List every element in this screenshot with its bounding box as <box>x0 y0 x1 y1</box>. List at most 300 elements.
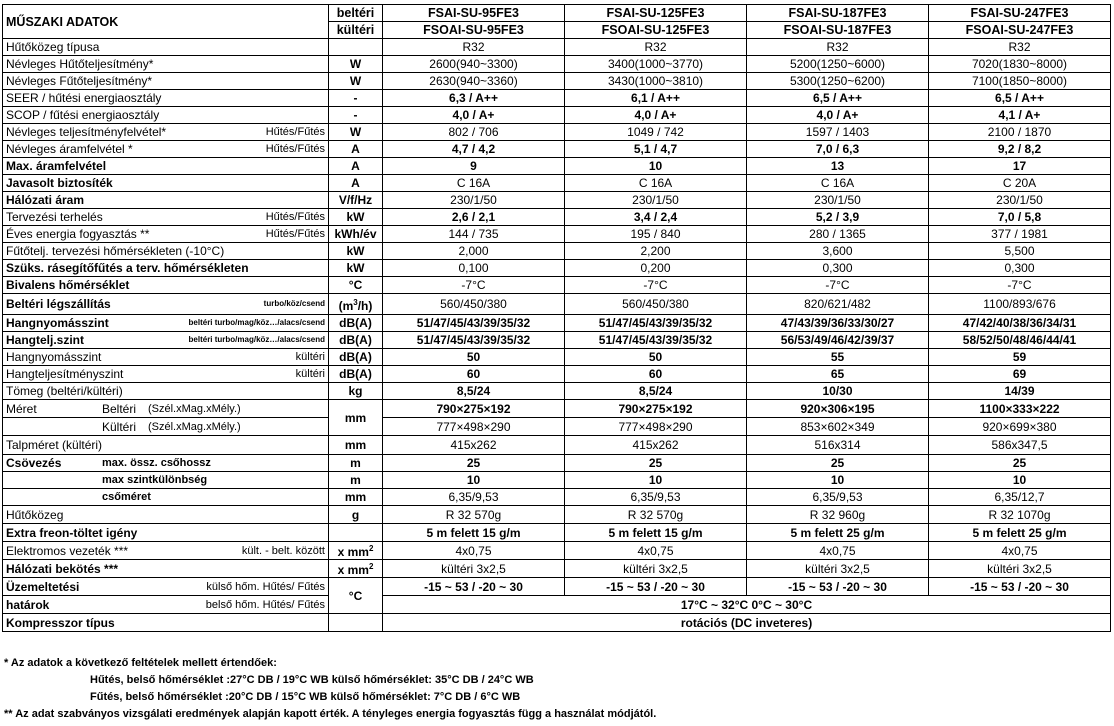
value-cell: R32 <box>929 39 1111 56</box>
footnote-energy-note: ** Az adat szabványos vizsgálati eredmények alapján kapott érték. A tényleges energia fogyasztás függ a használat módjától. <box>4 708 657 720</box>
value-cell: 6,35/9,53 <box>383 489 565 506</box>
value-cell: 5,500 <box>929 243 1111 260</box>
dimension-main-label: Méret <box>6 401 37 416</box>
dimension-indoor-sub: Beltéri <box>102 401 137 416</box>
row-label-wrap <box>6 210 325 224</box>
row-design-load <box>3 209 1111 226</box>
operating-indoor-sub: belső hőm. Hűtés/ Fűtés <box>205 598 325 611</box>
piping-main-label <box>6 473 102 487</box>
value-cell: 586x347,5 <box>929 436 1111 455</box>
value-cell: 51/47/45/43/39/35/32 <box>565 315 747 332</box>
row-sublabel: beltéri turbo/mag/köz…/alacs/csend <box>188 318 325 327</box>
unit-superscript: 2 <box>368 544 374 553</box>
value-cell: R32 <box>565 39 747 56</box>
row-label-text: Beltéri légszállítás <box>6 297 111 311</box>
value-cell: 4,7 / 4,2 <box>383 141 565 158</box>
value-cell: 820/621/482 <box>747 294 929 315</box>
footnotes <box>4 655 656 723</box>
row-label: Hálózati bekötés *** <box>3 560 329 578</box>
value-cell: 5300(1250~6200) <box>747 73 929 90</box>
row-operating-indoor <box>3 596 1111 614</box>
unit-cell: - <box>329 90 383 107</box>
row-label-text: Éves energia fogyasztás ** <box>6 227 150 241</box>
row-label-text: Névleges áramfelvétel * <box>6 142 133 156</box>
operating-indoor-label <box>6 598 325 612</box>
row-heating-capacity <box>3 73 1111 90</box>
unit-cell: - <box>329 107 383 124</box>
unit-text: x mm <box>337 563 369 577</box>
unit-cell: V/f/Hz <box>329 192 383 209</box>
row-label: Hűtőközeg típusa <box>3 39 329 56</box>
row-base-dimensions <box>3 436 1111 455</box>
row-heating-design-temp <box>3 243 1111 260</box>
value-cell: 6,5 / A++ <box>929 90 1111 107</box>
outdoor-label: kültéri <box>329 22 383 39</box>
row-max-current <box>3 158 1111 175</box>
row-outdoor-power-level <box>3 366 1111 383</box>
dimension-indoor-label <box>6 402 325 416</box>
operating-label-1: Üzemeltetési <box>6 579 80 594</box>
row-label: Szüks. rásegítőfűtés a terv. hőmérsékleten <box>3 260 329 277</box>
value-cell: 4x0,75 <box>747 542 929 560</box>
value-cell: 51/47/45/43/39/35/32 <box>565 332 747 349</box>
value-cell: R32 <box>383 39 565 56</box>
value-cell: -7°C <box>383 277 565 294</box>
row-label <box>3 400 329 418</box>
value-cell: 25 <box>929 455 1111 472</box>
value-cell: 56/53/49/46/42/39/37 <box>747 332 929 349</box>
operating-label-2: határok <box>6 597 50 612</box>
operating-outdoor-sub: külső hőm. Hűtés/ Fűtés <box>206 580 325 593</box>
value-cell: kültéri 3x2,5 <box>383 560 565 578</box>
value-cell: 1100/893/676 <box>929 294 1111 315</box>
value-cell: 7,0 / 6,3 <box>747 141 929 158</box>
unit-cell: m <box>329 455 383 472</box>
value-cell: 5 m felett 25 g/m <box>929 524 1111 542</box>
unit-cell <box>329 542 383 560</box>
row-label: Max. áramfelvétel <box>3 158 329 175</box>
table-title: MŰSZAKI ADATOK <box>3 5 329 39</box>
value-cell: 50 <box>565 349 747 366</box>
value-cell: 60 <box>565 366 747 383</box>
value-cell: 4,0 / A+ <box>747 107 929 124</box>
value-cell: 65 <box>747 366 929 383</box>
footnote-heating-conditions: Fűtés, belső hőmérséklet :20°C DB / 15°C WB külső hőmérséklet: 7°C DB / 6°C WB <box>90 691 521 703</box>
row-label <box>3 489 329 506</box>
value-cell: 144 / 735 <box>383 226 565 243</box>
row-label-wrap <box>6 227 325 241</box>
row-label-text: Hangteljesítményszint <box>6 367 124 381</box>
value-cell: R32 <box>747 39 929 56</box>
row-indoor-power-level <box>3 332 1111 349</box>
value-cell: 4,0 / A+ <box>383 107 565 124</box>
value-cell: C 16A <box>565 175 747 192</box>
value-cell: 14/39 <box>929 383 1111 400</box>
row-label <box>3 226 329 243</box>
unit-cell: kW <box>329 243 383 260</box>
value-cell: 853×602×349 <box>747 418 929 436</box>
unit-cell: W <box>329 73 383 90</box>
value-cell: 2100 / 1870 <box>929 124 1111 141</box>
row-power-input <box>3 124 1111 141</box>
row-label-wrap <box>6 142 325 156</box>
row-piping-max-height <box>3 472 1111 489</box>
value-cell: 0,300 <box>747 260 929 277</box>
value-cell: C 16A <box>383 175 565 192</box>
row-label <box>3 332 329 349</box>
value-cell: R 32 960g <box>747 506 929 524</box>
value-cell: 6,35/9,53 <box>565 489 747 506</box>
unit-cell <box>329 560 383 578</box>
unit-cell: dB(A) <box>329 366 383 383</box>
unit-text: x mm <box>337 545 369 559</box>
value-cell: 280 / 1365 <box>747 226 929 243</box>
outdoor-model: FSOAI-SU-125FE3 <box>565 22 747 39</box>
value-cell: 25 <box>383 455 565 472</box>
row-label <box>3 472 329 489</box>
unit-cell: mm <box>329 489 383 506</box>
unit-text: (m <box>338 298 354 313</box>
row-sublabel: beltéri turbo/mag/köz…/alacs/csend <box>188 335 325 344</box>
row-label-text: Tervezési terhelés <box>6 210 103 224</box>
row-label: Talpméret (kültéri) <box>3 436 329 455</box>
row-current-input <box>3 141 1111 158</box>
row-label-text: Elektromos vezeték *** <box>6 543 129 558</box>
value-cell: 10 <box>565 158 747 175</box>
indoor-model: FSAI-SU-247FE3 <box>929 5 1111 22</box>
unit-cell: dB(A) <box>329 315 383 332</box>
value-cell: 790×275×192 <box>565 400 747 418</box>
value-cell: 6,5 / A++ <box>747 90 929 107</box>
row-scop <box>3 107 1111 124</box>
value-cell: 58/52/50/48/46/44/41 <box>929 332 1111 349</box>
row-label-wrap <box>6 367 325 381</box>
unit-cell: °C <box>329 578 383 614</box>
value-cell: kültéri 3x2,5 <box>565 560 747 578</box>
value-cell: 17 <box>929 158 1111 175</box>
value-cell: 3,4 / 2,4 <box>565 209 747 226</box>
unit-cell: kWh/év <box>329 226 383 243</box>
row-sublabel: kültéri <box>295 351 325 363</box>
value-cell: 5 m felett 15 g/m <box>383 524 565 542</box>
piping-label-wrap <box>6 473 325 487</box>
row-cooling-capacity <box>3 56 1111 73</box>
value-cell: 2630(940~3360) <box>383 73 565 90</box>
value-cell: 0,200 <box>565 260 747 277</box>
row-label: Fűtőtelj. tervezési hőmérsékleten (-10°C) <box>3 243 329 260</box>
row-label: Javasolt biztosíték <box>3 175 329 192</box>
value-cell: 0,100 <box>383 260 565 277</box>
row-label <box>3 141 329 158</box>
value-cell: 5 m felett 25 g/m <box>747 524 929 542</box>
header-row-indoor <box>3 5 1111 22</box>
row-annual-energy <box>3 226 1111 243</box>
unit-cell <box>329 524 383 542</box>
outdoor-model: FSOAI-SU-95FE3 <box>383 22 565 39</box>
value-cell: 5,1 / 4,7 <box>565 141 747 158</box>
row-label: Bivalens hőmérséklet <box>3 277 329 294</box>
value-cell: 17°C ~ 32°C 0°C ~ 30°C <box>383 596 1111 614</box>
unit-cell: A <box>329 158 383 175</box>
dimension-outdoor-sub: Kültéri <box>102 419 137 434</box>
value-cell: R 32 570g <box>565 506 747 524</box>
outdoor-model: FSOAI-SU-187FE3 <box>747 22 929 39</box>
value-cell: 1597 / 1403 <box>747 124 929 141</box>
value-cell: 230/1/50 <box>383 192 565 209</box>
value-cell: 5 m felett 15 g/m <box>565 524 747 542</box>
value-cell: 51/47/45/43/39/35/32 <box>383 315 565 332</box>
outdoor-model: FSOAI-SU-247FE3 <box>929 22 1111 39</box>
operating-outdoor-label <box>6 580 325 594</box>
row-mains-connection <box>3 560 1111 578</box>
indoor-model: FSAI-SU-95FE3 <box>383 5 565 22</box>
value-cell: 2,200 <box>565 243 747 260</box>
row-label <box>3 315 329 332</box>
value-cell: 8,5/24 <box>383 383 565 400</box>
value-cell: 1100×333×222 <box>929 400 1111 418</box>
row-label-wrap <box>6 350 325 364</box>
value-cell: 47/42/40/38/36/34/31 <box>929 315 1111 332</box>
row-label: Névleges Hűtőteljesítmény* <box>3 56 329 73</box>
row-label: Hálózati áram <box>3 192 329 209</box>
indoor-model: FSAI-SU-187FE3 <box>747 5 929 22</box>
row-label <box>3 349 329 366</box>
value-cell: 4,0 / A+ <box>565 107 747 124</box>
row-fuse <box>3 175 1111 192</box>
value-cell: -15 ~ 53 / -20 ~ 30 <box>929 578 1111 596</box>
value-cell: 51/47/45/43/39/35/32 <box>383 332 565 349</box>
value-cell: 415x262 <box>565 436 747 455</box>
value-cell: 560/450/380 <box>383 294 565 315</box>
unit-cell: kW <box>329 260 383 277</box>
footnote-cooling-conditions: Hűtés, belső hőmérséklet :27°C DB / 19°C WB külső hőmérséklet: 35°C DB / 24°C WB <box>90 674 534 686</box>
value-cell: 415x262 <box>383 436 565 455</box>
row-outdoor-noise <box>3 349 1111 366</box>
value-cell: 6,3 / A++ <box>383 90 565 107</box>
value-cell: C 16A <box>747 175 929 192</box>
row-label <box>3 542 329 560</box>
indoor-label: beltéri <box>329 5 383 22</box>
row-label-text: Névleges teljesítményfelvétel* <box>6 125 167 139</box>
value-cell: 25 <box>565 455 747 472</box>
unit-cell: W <box>329 56 383 73</box>
row-label: SEER / hűtési energiaosztály <box>3 90 329 107</box>
row-sublabel: turbo/köz/csend <box>263 299 325 308</box>
value-cell: R 32 1070g <box>929 506 1111 524</box>
value-cell: 25 <box>747 455 929 472</box>
value-cell: 920×699×380 <box>929 418 1111 436</box>
row-label-wrap <box>6 297 325 311</box>
row-sublabel: Hűtés/Fűtés <box>265 211 325 223</box>
value-cell: kültéri 3x2,5 <box>747 560 929 578</box>
row-electrical-wire <box>3 542 1111 560</box>
value-cell: -7°C <box>929 277 1111 294</box>
value-cell: 2,6 / 2,1 <box>383 209 565 226</box>
value-cell: 777×498×290 <box>565 418 747 436</box>
dimension-outdoor-label <box>6 420 325 434</box>
row-mains <box>3 192 1111 209</box>
unit-cell: m <box>329 472 383 489</box>
row-weight <box>3 383 1111 400</box>
value-cell: 777×498×290 <box>383 418 565 436</box>
row-label <box>3 209 329 226</box>
value-cell: 7,0 / 5,8 <box>929 209 1111 226</box>
value-cell: 6,35/9,53 <box>747 489 929 506</box>
row-label: Kompresszor típus <box>3 614 329 632</box>
unit-cell: dB(A) <box>329 332 383 349</box>
value-cell: 5200(1250~6000) <box>747 56 929 73</box>
value-cell: -15 ~ 53 / -20 ~ 30 <box>747 578 929 596</box>
unit-cell <box>329 294 383 315</box>
footnote-conditions: * Az adatok a következő feltételek mellett értendőek: <box>4 657 277 669</box>
row-label: SCOP / fűtési energiaosztály <box>3 107 329 124</box>
value-cell: 516x314 <box>747 436 929 455</box>
row-label-wrap <box>6 316 325 330</box>
row-label <box>3 578 329 596</box>
unit-cell <box>329 39 383 56</box>
row-label <box>3 124 329 141</box>
value-cell: -15 ~ 53 / -20 ~ 30 <box>383 578 565 596</box>
row-seer <box>3 90 1111 107</box>
value-cell: 920×306×195 <box>747 400 929 418</box>
row-label: Hűtőközeg <box>3 506 329 524</box>
value-cell: 377 / 1981 <box>929 226 1111 243</box>
value-cell: 2600(940~3300) <box>383 56 565 73</box>
value-cell: -7°C <box>747 277 929 294</box>
value-cell: 10 <box>383 472 565 489</box>
unit-cell: mm <box>329 436 383 455</box>
row-indoor-noise <box>3 315 1111 332</box>
row-label-text: Hangnyomásszint <box>6 316 109 330</box>
piping-label-wrap <box>6 456 325 470</box>
row-refrigerant <box>3 506 1111 524</box>
unit-superscript: 2 <box>368 562 374 571</box>
unit-cell: kg <box>329 383 383 400</box>
value-cell: 10 <box>929 472 1111 489</box>
unit-cell: A <box>329 141 383 158</box>
value-cell: 230/1/50 <box>929 192 1111 209</box>
value-cell: 6,35/12,7 <box>929 489 1111 506</box>
value-cell: 0,300 <box>929 260 1111 277</box>
value-cell: 3,600 <box>747 243 929 260</box>
value-cell: 6,1 / A++ <box>565 90 747 107</box>
row-bivalent-temp <box>3 277 1111 294</box>
unit-cell: mm <box>329 400 383 436</box>
value-cell: 4x0,75 <box>929 542 1111 560</box>
unit-cell <box>329 614 383 632</box>
value-cell: 560/450/380 <box>565 294 747 315</box>
piping-main-label: Csövezés <box>6 456 62 470</box>
row-label <box>3 455 329 472</box>
indoor-model: FSAI-SU-125FE3 <box>565 5 747 22</box>
value-cell: 4,1 / A+ <box>929 107 1111 124</box>
value-cell: 230/1/50 <box>565 192 747 209</box>
value-cell: 10/30 <box>747 383 929 400</box>
unit-cell: kW <box>329 209 383 226</box>
piping-main-label <box>6 490 102 504</box>
row-airflow <box>3 294 1111 315</box>
value-cell: 7020(1830~8000) <box>929 56 1111 73</box>
unit-cell: °C <box>329 277 383 294</box>
value-cell: 9,2 / 8,2 <box>929 141 1111 158</box>
unit-text: /h) <box>357 298 373 313</box>
row-dimensions-outdoor <box>3 418 1111 436</box>
row-label-text: Hangtelj.szint <box>6 333 85 347</box>
dimension-outdoor-note: (Szél.xMag.xMély.) <box>148 420 241 433</box>
piping-sublabel: max szintkülönbség <box>102 474 208 486</box>
row-operating-outdoor <box>3 578 1111 596</box>
unit-cell: g <box>329 506 383 524</box>
value-cell: 50 <box>383 349 565 366</box>
value-cell: 10 <box>565 472 747 489</box>
value-cell: 3400(1000~3770) <box>565 56 747 73</box>
row-label <box>3 596 329 614</box>
value-cell: 2,000 <box>383 243 565 260</box>
value-cell: rotációs (DC inveteres) <box>383 614 1111 632</box>
value-cell: 69 <box>929 366 1111 383</box>
row-label <box>3 294 329 315</box>
row-label-wrap <box>6 544 325 558</box>
value-cell: -15 ~ 53 / -20 ~ 30 <box>565 578 747 596</box>
value-cell: -7°C <box>565 277 747 294</box>
value-cell: 790×275×192 <box>383 400 565 418</box>
row-label <box>3 418 329 436</box>
row-sublabel: Hűtés/Fűtés <box>265 126 325 138</box>
row-sublabel: kült. - belt. között <box>241 544 325 557</box>
value-cell: 13 <box>747 158 929 175</box>
row-label <box>3 366 329 383</box>
unit-cell: dB(A) <box>329 349 383 366</box>
value-cell: 3430(1000~3810) <box>565 73 747 90</box>
value-cell: C 20A <box>929 175 1111 192</box>
row-piping-max-length <box>3 455 1111 472</box>
value-cell: 55 <box>747 349 929 366</box>
row-extra-freon <box>3 524 1111 542</box>
row-label: Extra freon-töltet igény <box>3 524 329 542</box>
row-label-wrap <box>6 333 325 347</box>
row-label-wrap <box>6 125 325 139</box>
piping-sublabel: csőméret <box>102 491 151 503</box>
unit-cell: A <box>329 175 383 192</box>
value-cell: 4x0,75 <box>383 542 565 560</box>
row-refrigerant-type <box>3 39 1111 56</box>
unit-cell: W <box>329 124 383 141</box>
value-cell: 5,2 / 3,9 <box>747 209 929 226</box>
row-dimensions-indoor <box>3 400 1111 418</box>
unit-superscript: 3 <box>353 297 358 307</box>
row-label: Névleges Fűtőteljesítmény* <box>3 73 329 90</box>
row-sublabel: kültéri <box>295 368 325 380</box>
value-cell: 1049 / 742 <box>565 124 747 141</box>
value-cell: 7100(1850~8000) <box>929 73 1111 90</box>
value-cell: 8,5/24 <box>565 383 747 400</box>
value-cell: 59 <box>929 349 1111 366</box>
row-compressor <box>3 614 1111 632</box>
value-cell: 230/1/50 <box>747 192 929 209</box>
value-cell: 10 <box>747 472 929 489</box>
piping-sublabel: max. össz. csőhossz <box>102 457 211 469</box>
piping-label-wrap <box>6 490 325 504</box>
row-backup-heating <box>3 260 1111 277</box>
row-sublabel: Hűtés/Fűtés <box>265 143 325 155</box>
row-label: Tömeg (beltéri/kültéri) <box>3 383 329 400</box>
value-cell: 47/43/39/36/33/30/27 <box>747 315 929 332</box>
row-sublabel: Hűtés/Fűtés <box>265 228 325 240</box>
value-cell: R 32 570g <box>383 506 565 524</box>
row-piping-pipe-size <box>3 489 1111 506</box>
spec-table <box>2 4 1111 632</box>
value-cell: kültéri 3x2,5 <box>929 560 1111 578</box>
